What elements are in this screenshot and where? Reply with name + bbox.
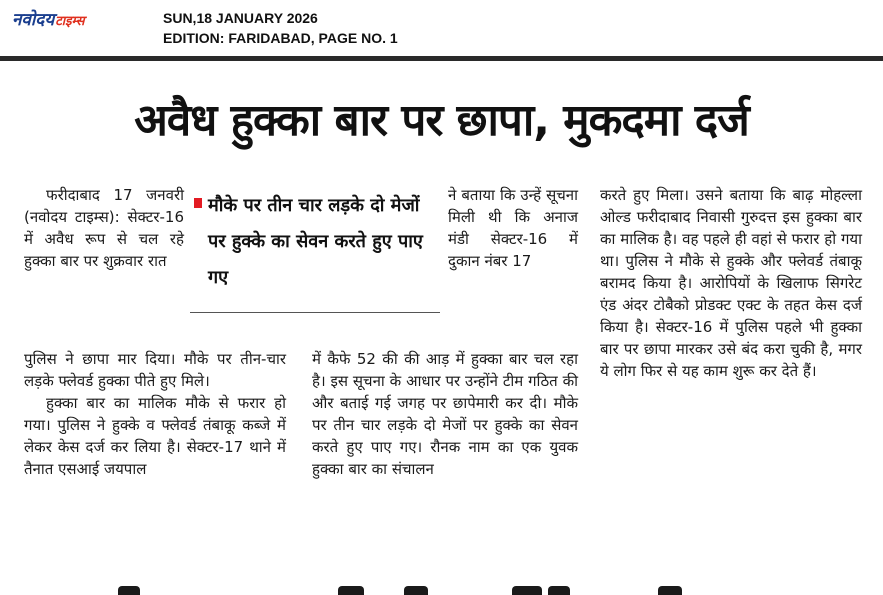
article-column-1-bottom bbox=[24, 348, 286, 480]
article-headline: अवैध हुक्का बार पर छापा, मुकदमा दर्ज bbox=[134, 95, 749, 146]
highlight-box bbox=[194, 188, 434, 308]
column-3-text: करते हुए मिला। उसने बताया कि बाढ़ मोहल्ला ओल्ड फरीदाबाद निवासी गुरुदत्त इस हुक्का बार का मालिक है। वह पहले ही वहां से फरार हो गया था। पुलिस ने मौके से हुक्के और फ्लेवर्ड तंबाकू बरामद किया है। आरोपियों के खिलाफ सिगरेट एंड अंदर टोबैको प्रोडक्ट एक्ट के तहत केस दर्ज किया है। सेक्टर-16 में पुलिस पहले भी हुक्का बार पर छापा मारकर उसे बंद करा चुकी है, मगर ये लोग फिर से यह काम शुरू कर देते हैं। bbox=[600, 186, 862, 380]
dateline-paragraph: फरीदाबाद 17 जनवरी (नवोदय टाइम्स): सेक्टर-16 में अवैध रूप से चल रहे हुक्का बार पर शुक्रवार रात bbox=[24, 186, 184, 270]
article-column-2-bottom bbox=[312, 348, 578, 480]
column-2-top-text: ने बताया कि उन्हें सूचना मिली थी कि अनाज मंडी सेक्टर-16 में दुकान नंबर 17 bbox=[448, 186, 578, 270]
column-1-continued: पुलिस ने छापा मार दिया। मौके पर तीन-चार लड़के फ्लेवर्ड हुक्का पीते हुए मिले। bbox=[24, 350, 286, 390]
edition-info bbox=[163, 8, 398, 48]
header-divider bbox=[0, 56, 883, 61]
logo-main-text: नवोदय bbox=[12, 10, 55, 30]
page-header bbox=[0, 0, 883, 52]
article-column-1-top bbox=[24, 184, 184, 272]
next-headline-cutoff bbox=[0, 586, 883, 595]
bullet-marker-icon bbox=[194, 198, 202, 208]
highlight-rule bbox=[190, 312, 440, 313]
column-1-paragraph-2: हुक्का बार का मालिक मौके से फरार हो गया। पुलिस ने हुक्के व फ्लेवर्ड तंबाकू कब्जे में लेकर केस दर्ज कर लिया है। सेक्टर-17 थाने में तैनात एसआई जयपाल bbox=[24, 394, 286, 478]
column-2-continued: में कैफे 52 की की आड़ में हुक्का बार चल रहा है। इस सूचना के आधार पर उन्होंने टीम गठित की और बताई गई जगह पर छापेमारी कर दी। मौके पर तीन चार लड़के दो मेजों पर हुक्के का सेवन करते हुए पाए गए। रौनक नाम का एक युवक हुक्का बार का संचालन bbox=[312, 350, 578, 478]
newspaper-logo bbox=[12, 10, 85, 32]
logo-sub-text: टाइम्स bbox=[55, 14, 85, 29]
article-column-2-top bbox=[448, 184, 578, 272]
highlight-text: मौके पर तीन चार लड़के दो मेजों पर हुक्के का सेवन करते हुए पाए गए bbox=[208, 195, 423, 288]
edition-date: SUN,18 JANUARY 2026 bbox=[163, 10, 318, 26]
article-column-3 bbox=[600, 184, 862, 382]
edition-line: EDITION: FARIDABAD, PAGE NO. 1 bbox=[163, 30, 398, 46]
